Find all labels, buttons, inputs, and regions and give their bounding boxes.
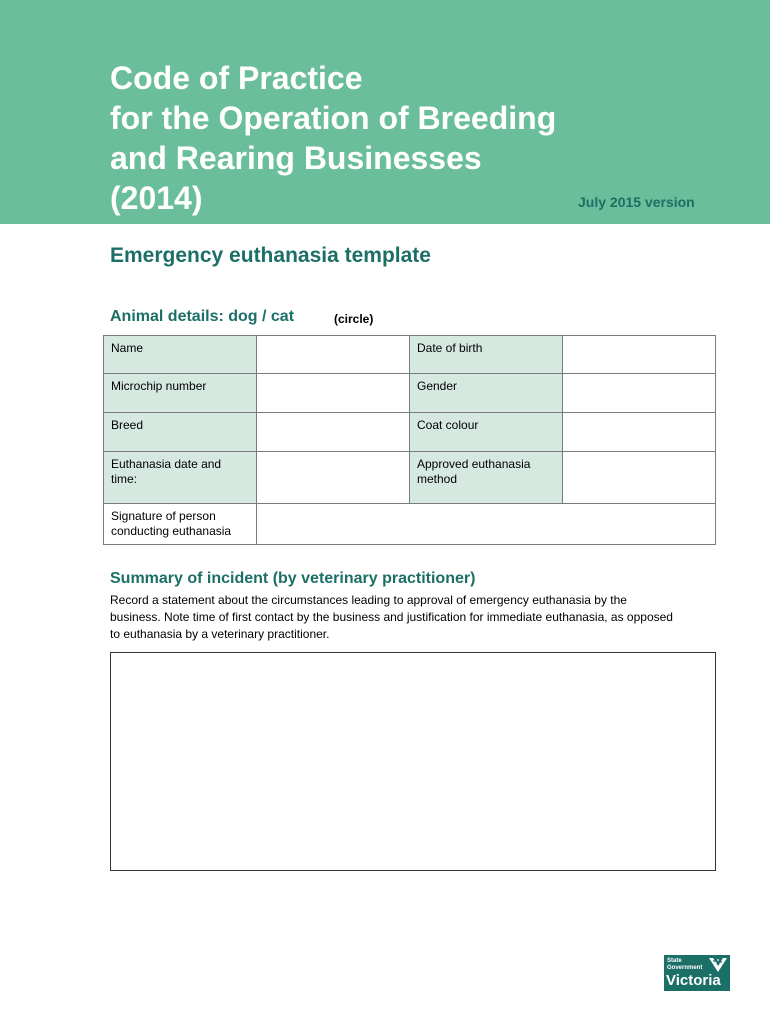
date-of-birth-label: Date of birth xyxy=(410,336,563,374)
title-line: (2014) xyxy=(110,180,203,216)
euthanasia-date-time-label: Euthanasia date and time: xyxy=(104,452,257,504)
table-row xyxy=(104,504,716,545)
euthanasia-method-field[interactable] xyxy=(563,452,716,504)
microchip-number-label: Microchip number xyxy=(104,374,257,413)
breed-field[interactable] xyxy=(257,413,410,452)
table-row xyxy=(104,336,716,374)
title-line: for the Operation of Breeding xyxy=(110,100,557,136)
version-label: July 2015 version xyxy=(578,194,695,210)
victoria-government-logo xyxy=(664,955,730,991)
animal-details-note: (circle) xyxy=(334,312,374,326)
table-row xyxy=(104,413,716,452)
date-of-birth-field[interactable] xyxy=(563,336,716,374)
breed-label: Breed xyxy=(104,413,257,452)
document-title: Emergency euthanasia template xyxy=(110,244,431,267)
header-banner xyxy=(0,0,770,224)
euthanasia-date-time-field[interactable] xyxy=(257,452,410,504)
name-field[interactable] xyxy=(257,336,410,374)
victoria-stars-icon xyxy=(708,957,728,973)
summary-heading: Summary of incident (by veterinary practitioner) xyxy=(110,570,476,587)
table-row xyxy=(104,452,716,504)
euthanasia-method-label: Approved euthanasia method xyxy=(410,452,563,504)
coat-colour-label: Coat colour xyxy=(410,413,563,452)
logo-subtext xyxy=(667,958,702,972)
table-row xyxy=(104,374,716,413)
gender-label: Gender xyxy=(410,374,563,413)
coat-colour-field[interactable] xyxy=(563,413,716,452)
logo-line-government: Government xyxy=(667,965,703,971)
gender-field[interactable] xyxy=(563,374,716,413)
signature-label: Signature of person conducting euthanasia xyxy=(104,504,257,545)
signature-field[interactable] xyxy=(257,504,716,545)
title-line: Code of Practice xyxy=(110,60,363,96)
name-label: Name xyxy=(104,336,257,374)
animal-details-heading: Animal details: dog / cat xyxy=(110,308,295,325)
title-line: and Rearing Businesses xyxy=(110,140,482,176)
animal-details-table xyxy=(103,335,716,545)
summary-instructions: Record a statement about the circumstances leading to approval of emergency euthanasia by the business. Note time of first contact by the business and justification for immediate euthanasia, as opposed to euthanasia by a veterinary practitioner. xyxy=(110,593,673,641)
microchip-number-field[interactable] xyxy=(257,374,410,413)
summary-text-area[interactable] xyxy=(110,652,716,871)
logo-name: Victoria xyxy=(666,972,721,989)
logo-line-state: State xyxy=(667,958,682,964)
